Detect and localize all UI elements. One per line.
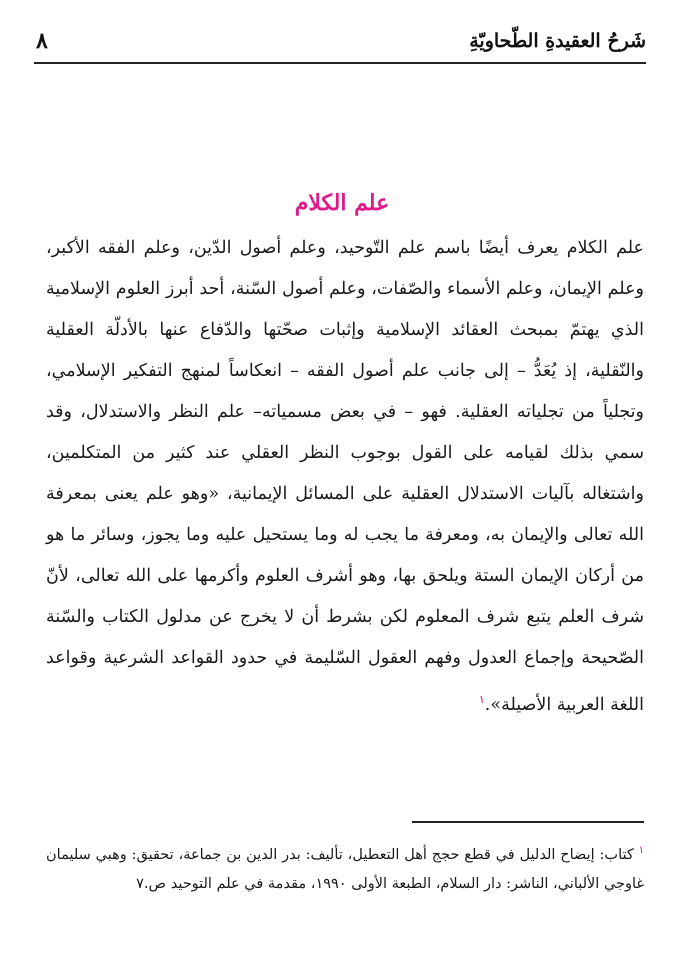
page-number: ٨ xyxy=(36,28,48,54)
footnote-divider xyxy=(412,821,644,823)
footnote-text: كتاب: إيضاح الدليل في قطع حجج أهل التعطيل، تأليف: بدر الدين بن جماعة، تحقيق: وهبي سليمان غاوجي الألباني، الناشر: دار السلام، الطبعة الأولى ١٩٩٠، مقدمة في علم التوحيد ص.٧ xyxy=(46,846,644,892)
body-paragraph xyxy=(46,228,644,726)
footnote xyxy=(46,836,644,899)
page-header xyxy=(34,28,646,64)
section-title: علم الكلام xyxy=(294,190,390,216)
running-title: شَرحُ العقيدةِ الطّحاويّةِ xyxy=(469,30,646,52)
footnote-reference[interactable]: ١ xyxy=(478,693,485,706)
footnote-marker: ١ xyxy=(638,845,644,856)
paragraph-text: علم الكلام يعرف أيضًا باسم علم التّوحيد، وعلم أصول الدّين، وعلم الفقه الأكبر، وعلم الإيمان، وعلم الأسماء والصّفات، وعلم أصول السّنة، أحد أبرز العلوم الإسلامية الذي يهتمّ بمبحث العقائد الإسلامية وإثبات صحّتها والدّفاع عنها بالأدلّة العقلية والنّقلية، إذ يُعَدُّ – إلى جانب علم أصول الفقه – انعكاساً لمنهج التفكير الإسلامي، وتجلياً من تجلياته العقلية. فهو – في بعض مسمياته– علم النظر والاستدلال، وقد سمي بذلك لقيامه على القول بوجوب النظر العقلي عند كثير من المتكلمين، واشتغاله بآليات الاستدلال العقلية على المسائل الإيمانية، «وهو علم يعنى بمعرفة الله تعالى والإيمان به، ومعرفة ما يجب له وما يستحيل عليه وما يجوز، وسائر ما هو من أركان الإيمان الستة ويلحق بها، وهو أشرف العلوم وأكرمها على الله تعالى، لأنّ شرف العلم يتبع شرف المعلوم لكن بشرط أن لا يخرج عن مدلول الكتاب والسّنة الصّحيحة وإجماع العدول وفهم العقول السّليمة في حدود القواعد الشرعية وقواعد اللغة العربية الأصيلة». xyxy=(46,238,644,715)
